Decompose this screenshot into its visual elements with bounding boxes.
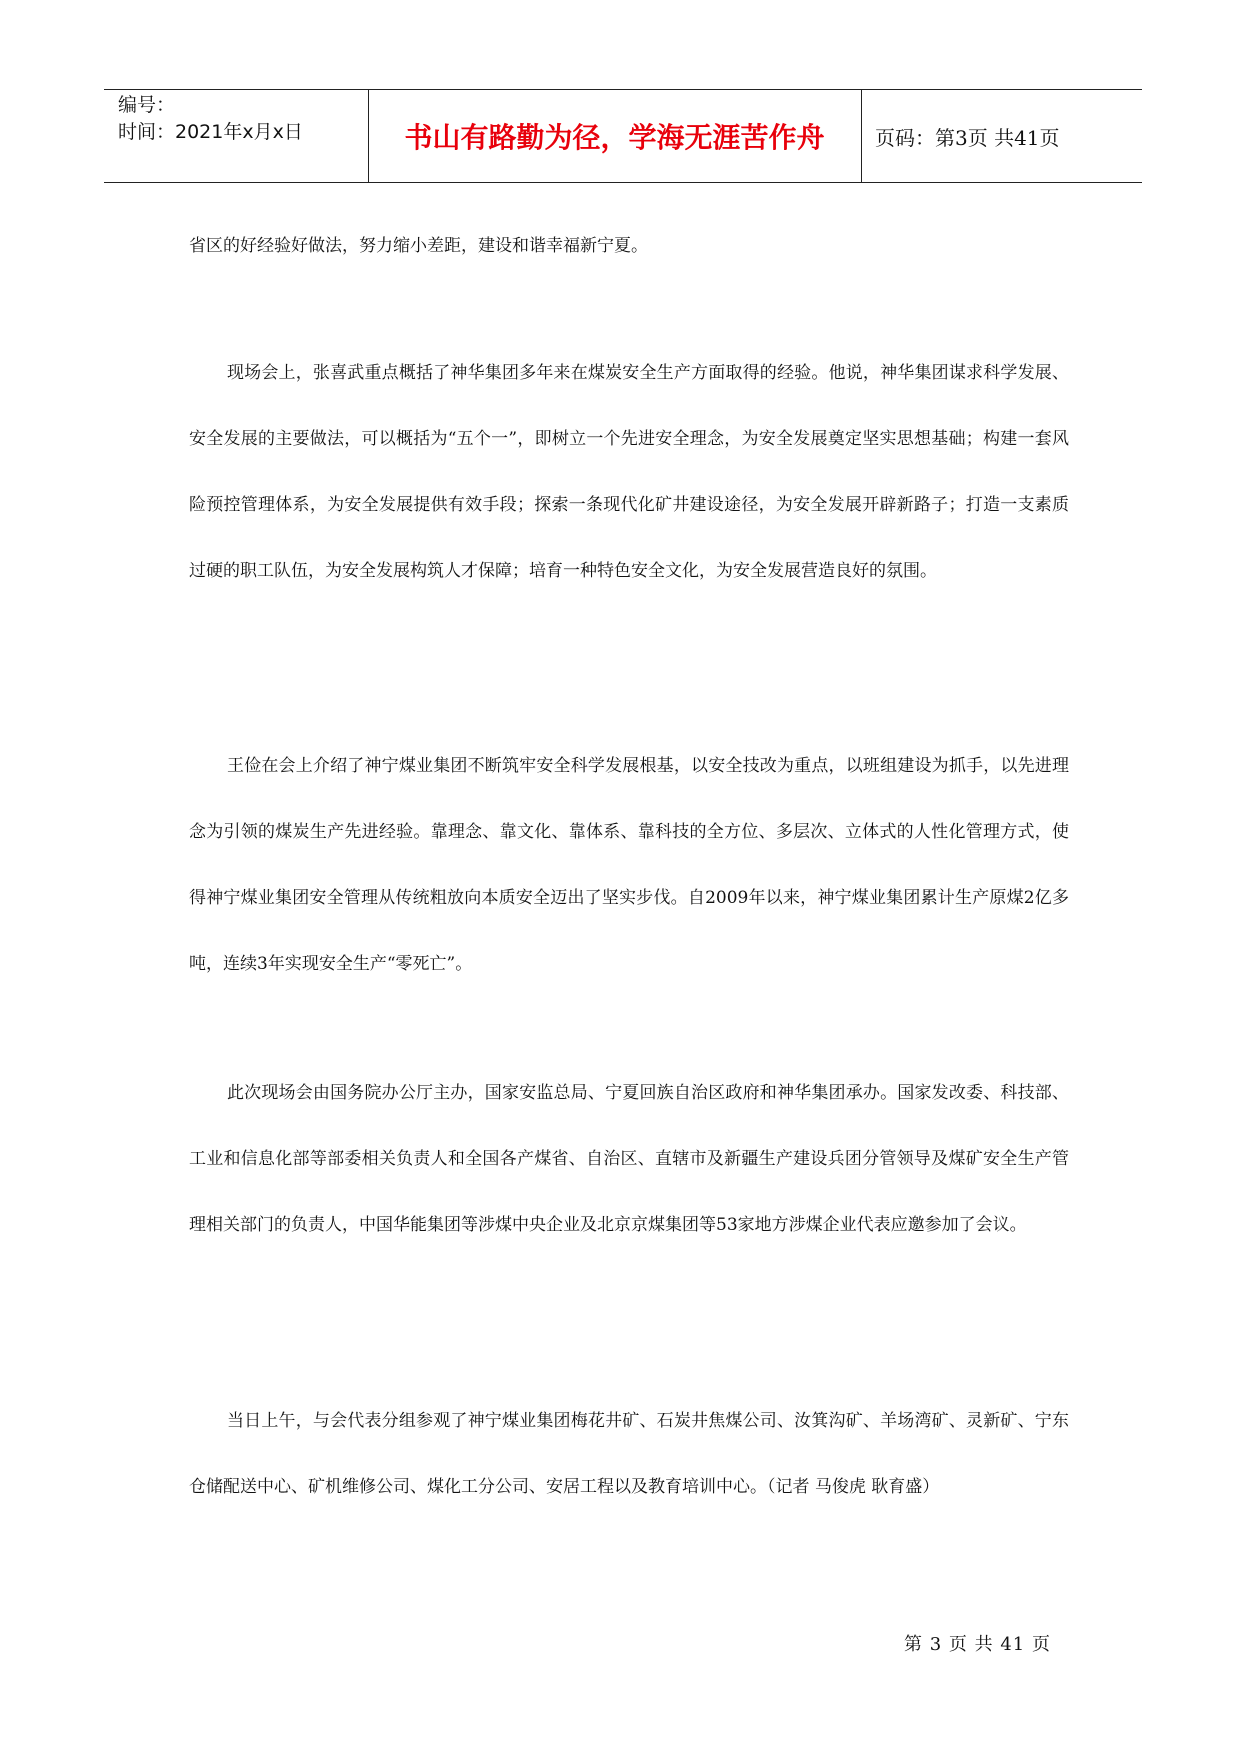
paragraph: 省区的好经验好做法，努力缩小差距，建设和谐幸福新宁夏。 [189,236,648,256]
document-number-label: 编号： [118,94,176,116]
header-meta [118,92,303,146]
paragraph-block [189,733,1069,997]
paragraph-block [189,1060,1069,1258]
page-header [104,89,1142,183]
header-page-info: 页码：第3页 共41页 [875,125,1060,150]
paragraph: 当日上午，与会代表分组参观了神宁煤业集团梅花井矿、石炭井焦煤公司、汝箕沟矿、羊场湾矿、灵新矿、宁东仓储配送中心、矿机维修公司、煤化工分公司、安居工程以及教育培训中心。（记者 马俊虎 耿育盛） [189,1411,1069,1497]
paragraph-block [189,1388,1069,1520]
header-divider [861,90,862,182]
paragraph: 现场会上，张喜武重点概括了神华集团多年来在煤炭安全生产方面取得的经验。他说，神华集团谋求科学发展、安全发展的主要做法，可以概括为“五个一”，即树立一个先进安全理念，为安全发展奠定坚实思想基础；构建一套风险预控管理体系，为安全发展提供有效手段；探索一条现代化矿井建设途径，为安全发展开辟新路子；打造一支素质过硬的职工队伍，为安全发展构筑人才保障；培育一种特色安全文化，为安全发展营造良好的氛围。 [189,363,1069,581]
header-motto: 书山有路勤为径，学海无涯苦作舟 [404,121,825,154]
footer-page-number: 第 3 页 共 41 页 [904,1634,1051,1655]
paragraph-block [189,340,1069,604]
document-time-label: 时间：2021年x月x日 [118,121,303,143]
paragraph: 此次现场会由国务院办公厅主办，国家安监总局、宁夏回族自治区政府和神华集团承办。国家发改委、科技部、工业和信息化部等部委相关负责人和全国各产煤省、自治区、直辖市及新疆生产建设兵团分管领导及煤矿安全生产管理相关部门的负责人，中国华能集团等涉煤中央企业及北京京煤集团等53家地方涉煤企业代表应邀参加了会议。 [189,1083,1069,1235]
paragraph-continuation [189,213,1069,279]
paragraph: 王俭在会上介绍了神宁煤业集团不断筑牢安全科学发展根基，以安全技改为重点，以班组建设为抓手，以先进理念为引领的煤炭生产先进经验。靠理念、靠文化、靠体系、靠科技的全方位、多层次、立体式的人性化管理方式，使得神宁煤业集团安全管理从传统粗放向本质安全迈出了坚实步伐。自2009年以来，神宁煤业集团累计生产原煤2亿多吨，连续3年实现安全生产“零死亡”。 [189,756,1069,974]
